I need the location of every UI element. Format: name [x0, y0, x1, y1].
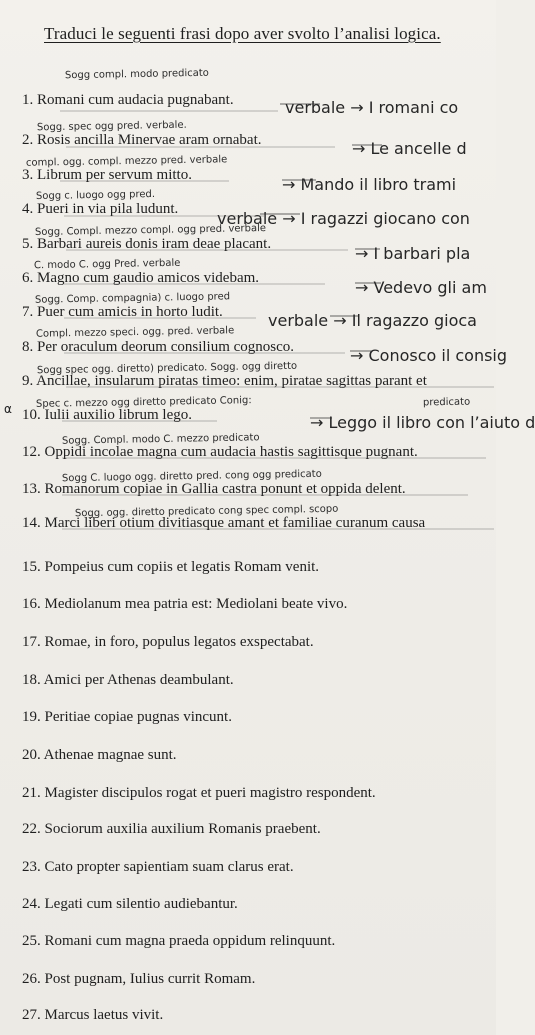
sentence-17: 17. Romae, in foro, populus legatos exspectabat.: [22, 634, 314, 650]
sentence-14: 14. Marci liberi otium divitiasque amant et familiae curanum causa: [22, 515, 426, 531]
sentence-16: 16. Mediolanum mea patria est: Mediolani beate vivo.: [22, 596, 348, 612]
sentence-10: 10. Iulii auxilio librum lego.: [22, 407, 192, 423]
sentence-23: 23. Cato propter sapientiam suam clarus erat.: [22, 859, 294, 875]
annotation-sentence-12: Sogg. Compl. modo C. mezzo predicato: [61, 432, 260, 447]
sentence-7: 7. Puer cum amicis in horto ludit.: [22, 304, 223, 320]
sentence-8: 8. Per oraculum deorum consilium cognosco.: [22, 339, 295, 355]
translation-sentence-5: → I barbari pla: [355, 244, 471, 263]
sentence-18: 18. Amici per Athenas deambulant.: [22, 672, 234, 688]
annotation-sentence-7: Sogg. Comp. compagnia) c. luogo pred: [34, 291, 231, 306]
translation-sentence-10: → Leggo il libro con l’aiuto d: [310, 413, 535, 432]
sentence-6: 6. Magno cum gaudio amicos videbam.: [22, 270, 260, 286]
page-title: Traduci le seguenti frasi dopo aver svolto l’analisi logica.: [44, 24, 441, 43]
sentence-19: 19. Peritiae copiae pugnas vincunt.: [22, 709, 232, 725]
annotation-sentence-13: Sogg C. luogo ogg. diretto pred. cong ogg predicato: [61, 468, 322, 485]
sentence-25: 25. Romani cum magna praeda oppidum relinquunt.: [22, 933, 336, 949]
translation-sentence-7: verbale → Il ragazzo gioca: [268, 311, 477, 330]
annotation-sentence-8: Compl. mezzo speci. ogg. pred. verbale: [35, 325, 235, 340]
sentence-15: 15. Pompeius cum copiis et legatis Romam venit.: [22, 559, 320, 575]
annotation-sentence-9: Sogg spec ogg. diretto) predicato. Sogg. ogg diretto: [36, 360, 298, 377]
sentence-3: 3. Librum per servum mitto.: [22, 167, 192, 183]
sentence-22: 22. Sociorum auxilia auxilium Romanis praebent.: [22, 821, 321, 837]
annotation-sentence-14: Sogg. ogg. diretto predicato cong spec compl. scopo: [74, 503, 339, 520]
sentence-20: 20. Athenae magnae sunt.: [22, 747, 177, 763]
sentence-24: 24. Legati cum silentio audiebantur.: [22, 896, 238, 912]
translation-sentence-4: verbale → I ragazzi giocano con: [217, 209, 470, 228]
annotation-sentence-3: compl. ogg. compl. mezzo pred. verbale: [25, 154, 228, 169]
translation-sentence-8: → Conosco il consig: [350, 346, 508, 365]
translation-sentence-1: verbale → I romani co: [285, 98, 459, 117]
sentence-1: 1. Romani cum audacia pugnabant.: [22, 92, 234, 108]
annotation-sentence-2: Sogg. spec ogg pred. verbale.: [36, 119, 187, 134]
sentence-12: 12. Oppidi incolae magna cum audacia hastis sagittisque pugnant.: [22, 444, 418, 460]
sentence-21: 21. Magister discipulos rogat et pueri magistro respondent.: [22, 785, 376, 801]
annotation-sentence-5: Sogg. Compl. mezzo compl. ogg pred. verbale: [34, 222, 267, 239]
translation-sentence-2: → Le ancelle d: [352, 139, 467, 158]
sentence-5: 5. Barbari aureis donis iram deae placant.: [22, 236, 272, 252]
margin-mark: α: [4, 402, 12, 416]
translation-sentence-6: → Vedevo gli am: [355, 278, 487, 297]
sentence-26: 26. Post pugnam, Iulius currit Romam.: [22, 971, 256, 987]
sentence-9: 9. Ancillae, insularum piratas timeo: enim, piratae sagittas parant et: [22, 373, 427, 389]
annotation-sentence-10-right: predicato: [422, 396, 471, 409]
annotation-sentence-1: Sogg compl. modo predicato: [64, 67, 209, 82]
annotation-sentence-10: Spec c. mezzo ogg diretto predicato Conig:: [35, 395, 252, 410]
annotation-sentence-6: C. modo C. ogg Pred. verbale: [33, 257, 181, 272]
sentence-4: 4. Pueri in via pila ludunt.: [22, 201, 179, 217]
translation-sentence-3: → Mando il libro trami: [282, 175, 457, 194]
annotation-sentence-4: Sogg c. luogo ogg pred.: [35, 188, 156, 203]
sentence-13: 13. Romanorum copiae in Gallia castra ponunt et oppida delent.: [22, 481, 406, 497]
sentence-2: 2. Rosis ancilla Minervae aram ornabat.: [22, 132, 262, 148]
sentence-27: 27. Marcus laetus vivit.: [22, 1007, 164, 1023]
